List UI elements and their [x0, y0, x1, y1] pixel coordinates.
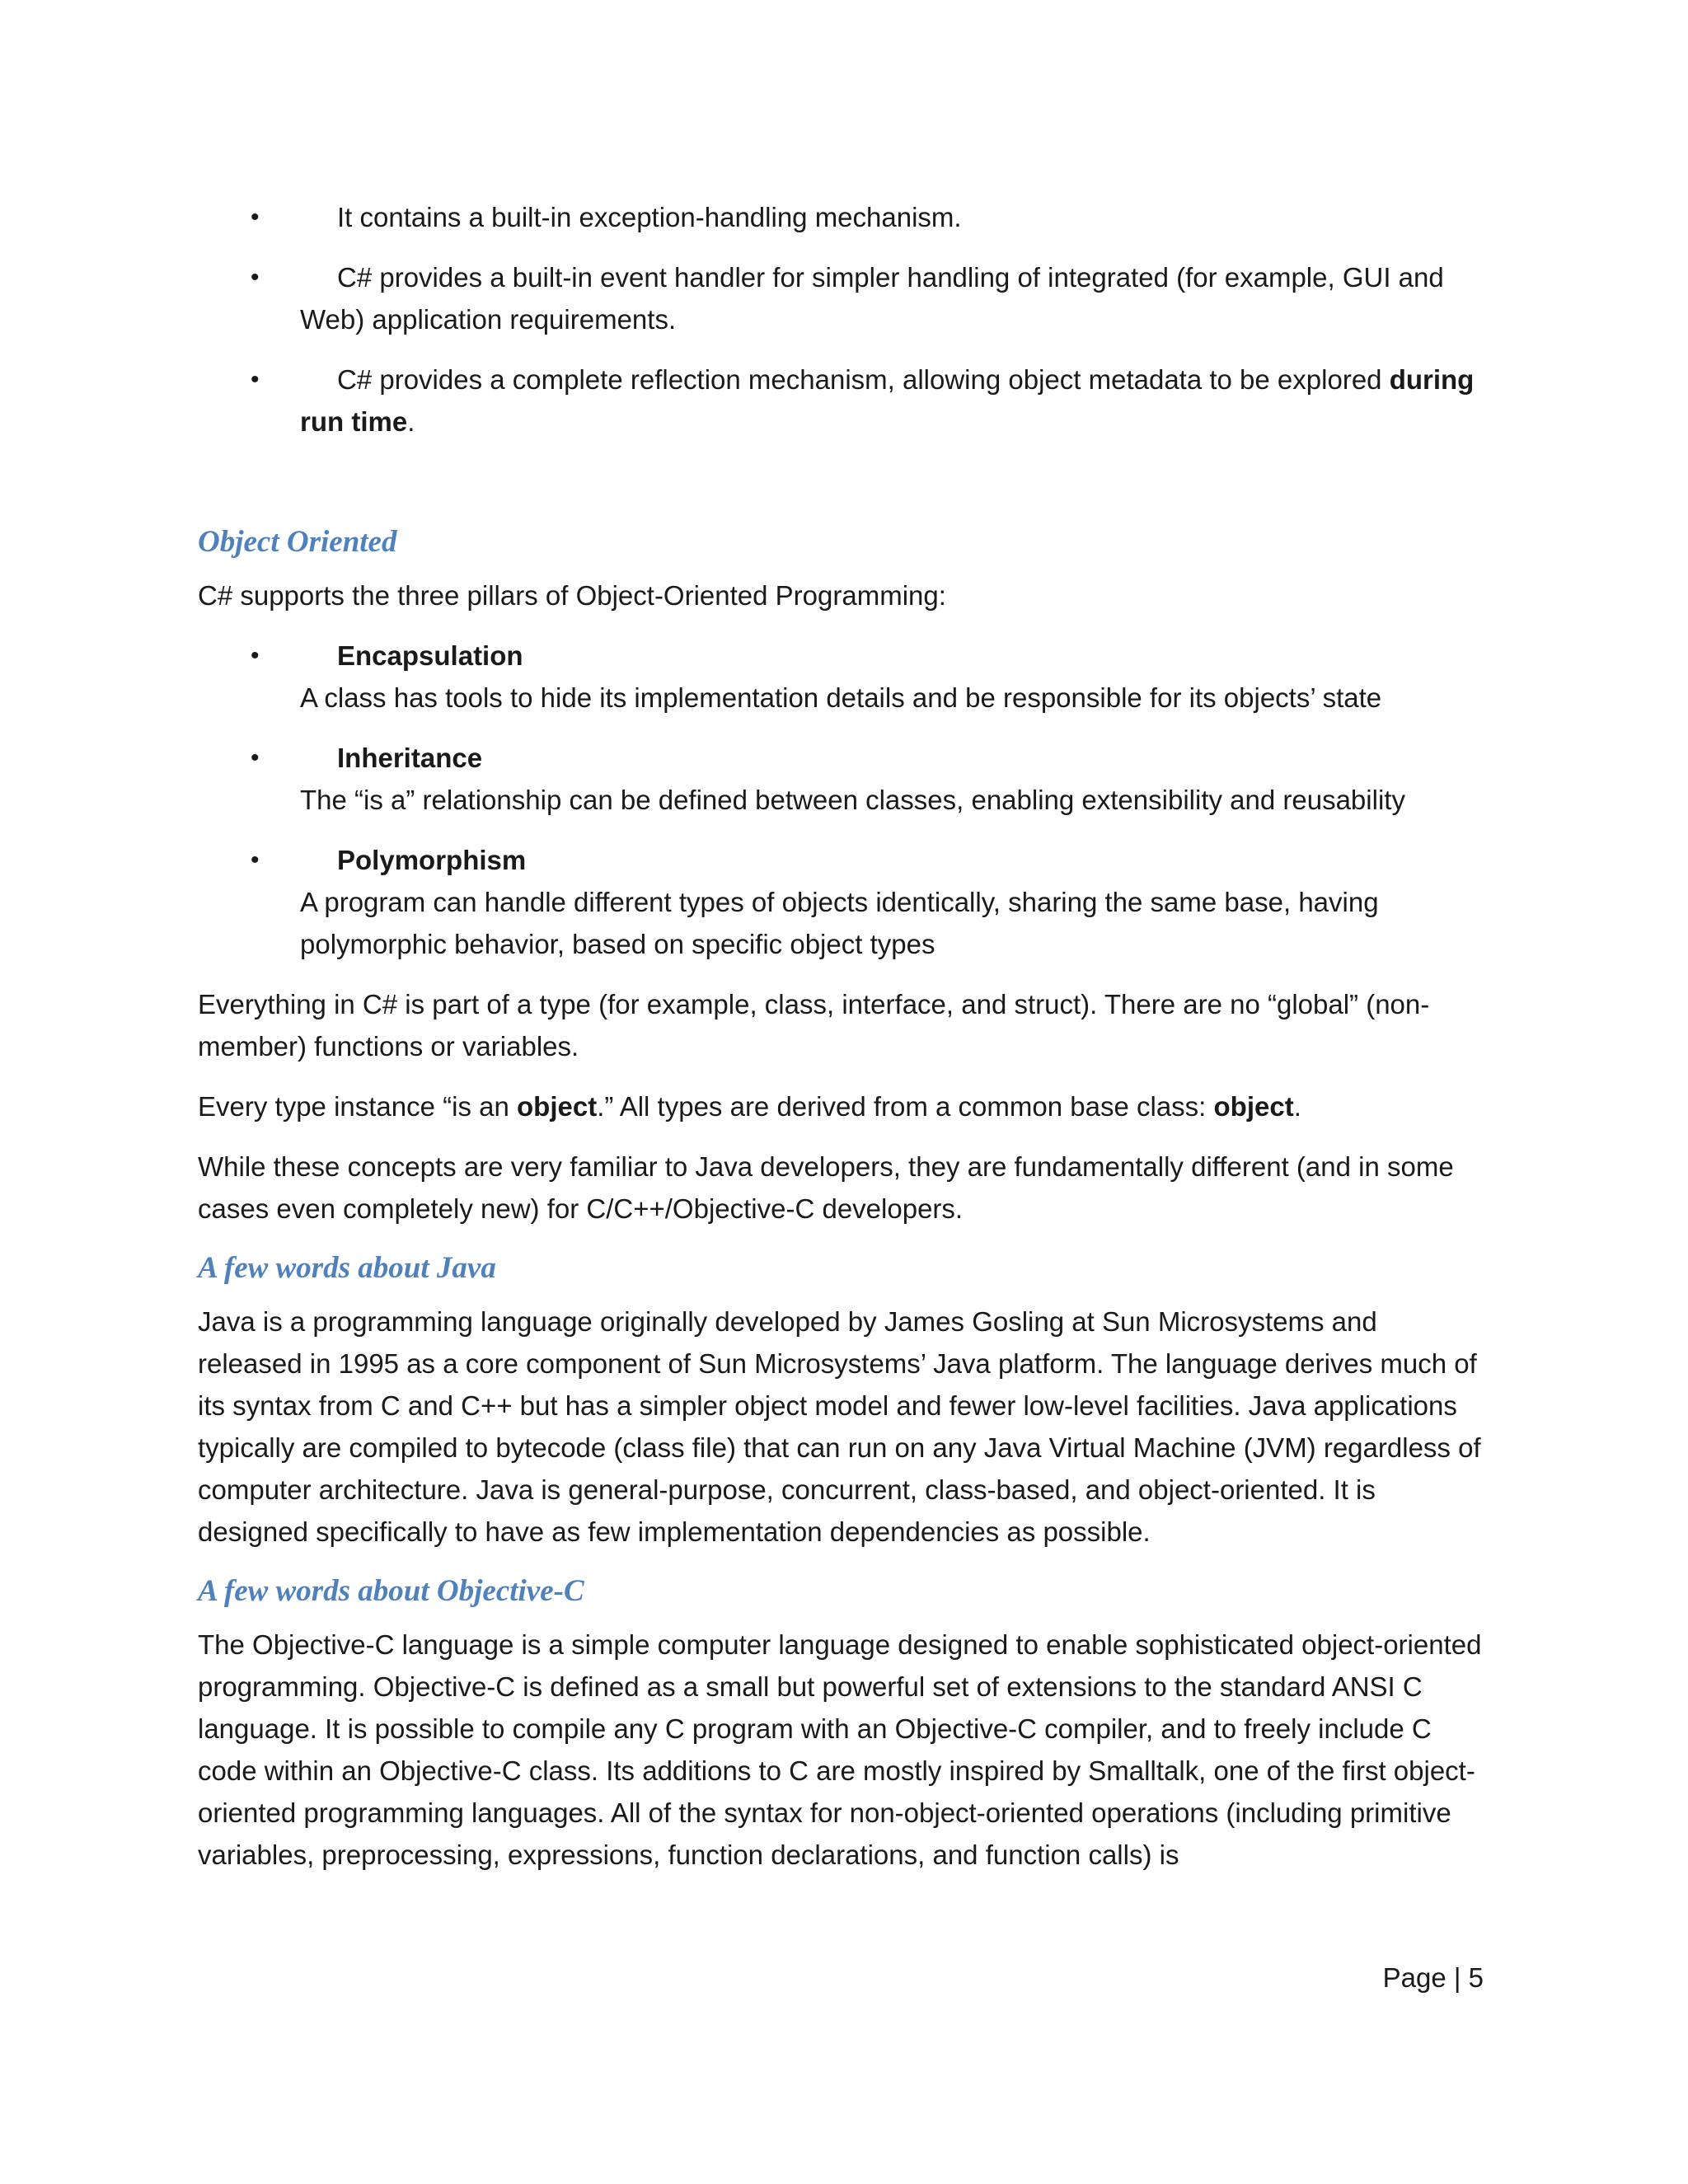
list-item [198, 737, 1484, 821]
bullet-text-part: . [407, 406, 415, 437]
list-item [198, 256, 1484, 340]
page-content [198, 196, 1484, 1894]
bullet-text: C# provides a built-in event handler for simpler handling of integrated (for example, GUI and Web) application requirements. [300, 262, 1444, 335]
pillar-description: A program can handle different types of objects identically, sharing the same base, having polymorphic behavior, based on specific object types [300, 887, 1379, 959]
pillar-description: The “is a” relationship can be defined between classes, enabling extensibility and reusability [300, 785, 1405, 815]
section-spacer [198, 461, 1484, 522]
bullet-icon: • [251, 204, 260, 231]
paragraph-everything-is-type: Everything in C# is part of a type (for example, class, interface, and struct). There are no “global” (non-member) functions or variables. [198, 989, 1430, 1062]
bullet-text [300, 359, 1484, 443]
text-part: .” All types are derived from a common base class: [597, 1091, 1214, 1122]
bullet-icon: • [251, 642, 260, 669]
list-item [198, 196, 1484, 238]
pillar-title: Polymorphism [337, 845, 527, 875]
pillar-description: A class has tools to hide its implementation details and be responsible for its objects’ state [300, 682, 1382, 713]
paragraph-java: Java is a programming language originally developed by James Gosling at Sun Microsystems and released in 1995 as a core component of Sun Microsystems’ Java platform. The language derives much of its syntax from C and C++ but has a simpler object model and fewer low-level facilities. Java applications typically are compiled to bytecode (class file) that can run on any Java Virtual Machine (JVM) regardless of computer architecture. Java is general-purpose, concurrent, class-based, and object-oriented. It is designed specifically to have as few implementation dependencies as possible. [198, 1306, 1481, 1547]
list-item [198, 635, 1484, 719]
paragraph-objective-c: The Objective-C language is a simple computer language designed to enable sophisticated object-oriented programming. Objective-C is defined as a small but powerful set of extensions to the standard ANSI C language. It is possible to compile any C program with an Objective-C compiler, and to freely include C code within an Objective-C class. Its additions to C are mostly inspired by Smalltalk, one of the first object-oriented programming languages. All of the syntax for non-object-oriented operations (including primitive variables, preprocessing, expressions, function declarations, and function calls) is [198, 1629, 1482, 1870]
section-heading-java: A few words about Java [198, 1251, 496, 1285]
text-part: . [1293, 1091, 1301, 1122]
bullet-text-part: C# provides a complete reflection mechanism, allowing object metadata to be explored [337, 364, 1390, 395]
page-number: Page | 5 [1382, 1962, 1484, 1993]
intro-paragraph: C# supports the three pillars of Object-Oriented Programming: [198, 580, 946, 611]
paragraph-java-developers: While these concepts are very familiar to Java developers, they are fundamentally different (and in some cases even completely new) for C/C++/Objective-C developers. [198, 1151, 1454, 1224]
list-item [198, 839, 1484, 965]
bullet-text: It contains a built-in exception-handling mechanism. [337, 202, 962, 232]
text-part: Every type instance “is an [198, 1091, 518, 1122]
section-heading-object-oriented: Object Oriented [198, 525, 397, 559]
feature-bullet-list [198, 196, 1484, 443]
pillar-title: Inheritance [337, 743, 483, 773]
bold-phrase: object [1213, 1091, 1294, 1122]
bullet-icon: • [251, 264, 260, 291]
bullet-icon: • [251, 744, 260, 771]
paragraph-every-type-object [198, 1085, 1484, 1127]
bold-phrase: object [517, 1091, 598, 1122]
bullet-icon: • [251, 366, 260, 393]
bullet-icon: • [251, 846, 260, 874]
list-item [198, 359, 1484, 443]
pillar-title: Encapsulation [337, 640, 523, 671]
pillars-list [198, 635, 1484, 965]
bold-phrase: during run time [300, 364, 1475, 437]
section-heading-objective-c: A few words about Objective-C [198, 1574, 584, 1608]
